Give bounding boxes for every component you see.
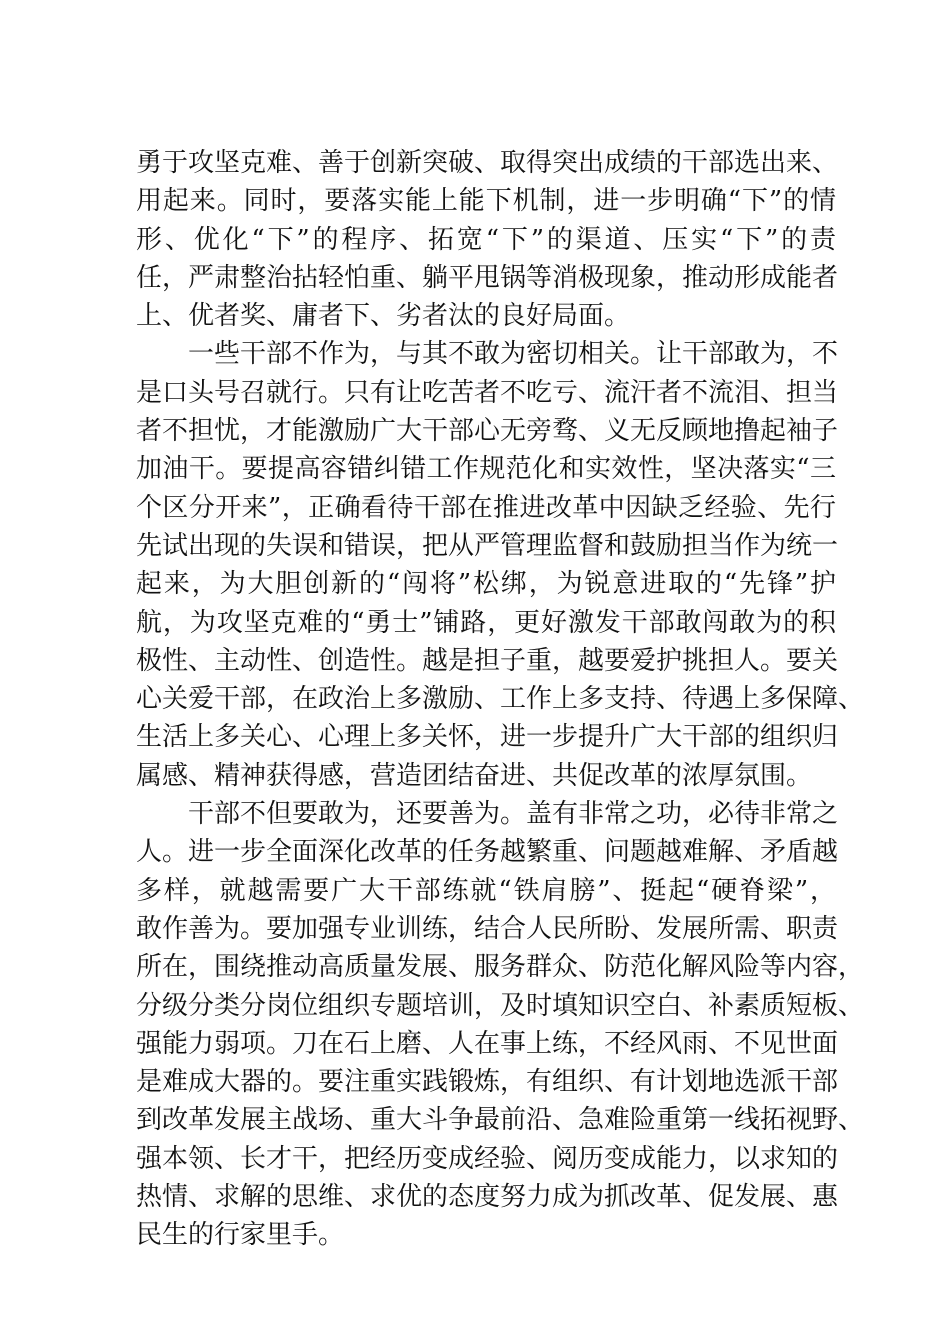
paragraph-3 — [136, 795, 865, 1255]
text-line: 上、优者奖、庸者下、劣者汰的良好局面。 — [136, 301, 631, 332]
text-line: 任，严肃整治拈轻怕重、躺平甩锅等消极现象，推动形成能者 — [136, 262, 839, 293]
text-line: 属感、精神获得感，营造团结奋进、共促改革的浓厚氛围。 — [136, 760, 813, 791]
body-text — [136, 144, 865, 1255]
text-line: 个区分开来”，正确看待干部在推进改革中因缺乏经验、先行 — [136, 492, 836, 523]
text-line: 人。进一步全面深化改革的任务越繁重、问题越难解、矛盾越 — [136, 837, 839, 868]
text-line: 加油干。要提高容错纠错工作规范化和实效性，坚决落实“三 — [136, 454, 836, 485]
text-line: 热情、求解的思维、求优的态度努力成为抓改革、促发展、惠 — [136, 1182, 839, 1213]
paragraph-2 — [136, 335, 865, 795]
paragraph-1 — [136, 144, 839, 335]
text-line: 多样，就越需要广大干部练就“铁肩膀”、挺起“硬脊梁”， — [136, 875, 836, 906]
text-line: 极性、主动性、创造性。越是担子重，越要爱护挑担人。要关 — [136, 645, 839, 676]
text-line: 用起来。同时，要落实能上能下机制，进一步明确“下”的情 — [136, 186, 836, 217]
text-line: 一些干部不作为，与其不敢为密切相关。让干部敢为，不 — [188, 339, 839, 370]
text-line: 勇于攻坚克难、善于创新突破、取得突出成绩的干部选出来、 — [136, 148, 839, 178]
text-line: 民生的行家里手。 — [136, 1220, 345, 1251]
text-line: 生活上多关心、心理上多关怀，进一步提升广大干部的组织归 — [136, 722, 839, 753]
text-line: 形、优化“下”的程序、拓宽“下”的渠道、压实“下”的责 — [136, 224, 836, 255]
text-line: 航，为攻坚克难的“勇士”铺路，更好激发干部敢闯敢为的积 — [136, 607, 836, 638]
text-line: 强能力弱项。刀在石上磨、人在事上练，不经风雨、不见世面 — [136, 1028, 839, 1059]
text-line: 所在，围绕推动高质量发展、服务群众、防范化解风险等内容， — [136, 952, 865, 983]
text-line: 先试出现的失误和错误，把从严管理监督和鼓励担当作为统一 — [136, 530, 839, 561]
text-line: 到改革发展主战场、重大斗争最前沿、急难险重第一线拓视野、 — [136, 1105, 865, 1136]
text-line: 强本领、长才干，把经历变成经验、阅历变成能力，以求知的 — [136, 1143, 839, 1174]
text-line: 干部不但要敢为，还要善为。盖有非常之功，必待非常之 — [188, 799, 839, 830]
text-line: 者不担忧，才能激励广大干部心无旁骛、义无反顾地撸起袖子 — [136, 416, 839, 447]
text-line: 起来，为大胆创新的“闯将”松绑，为锐意进取的“先锋”护 — [136, 569, 836, 600]
text-line: 心关爱干部，在政治上多激励、工作上多支持、待遇上多保障、 — [136, 684, 865, 715]
text-line: 敢作善为。要加强专业训练，结合人民所盼、发展所需、职责 — [136, 913, 839, 944]
text-line: 是难成大器的。要注重实践锻炼，有组织、有计划地选派干部 — [136, 1067, 839, 1098]
text-line: 是口头号召就行。只有让吃苦者不吃亏、流汗者不流泪、担当 — [136, 377, 839, 408]
text-line: 分级分类分岗位组织专题培训，及时填知识空白、补素质短板、 — [136, 990, 865, 1021]
